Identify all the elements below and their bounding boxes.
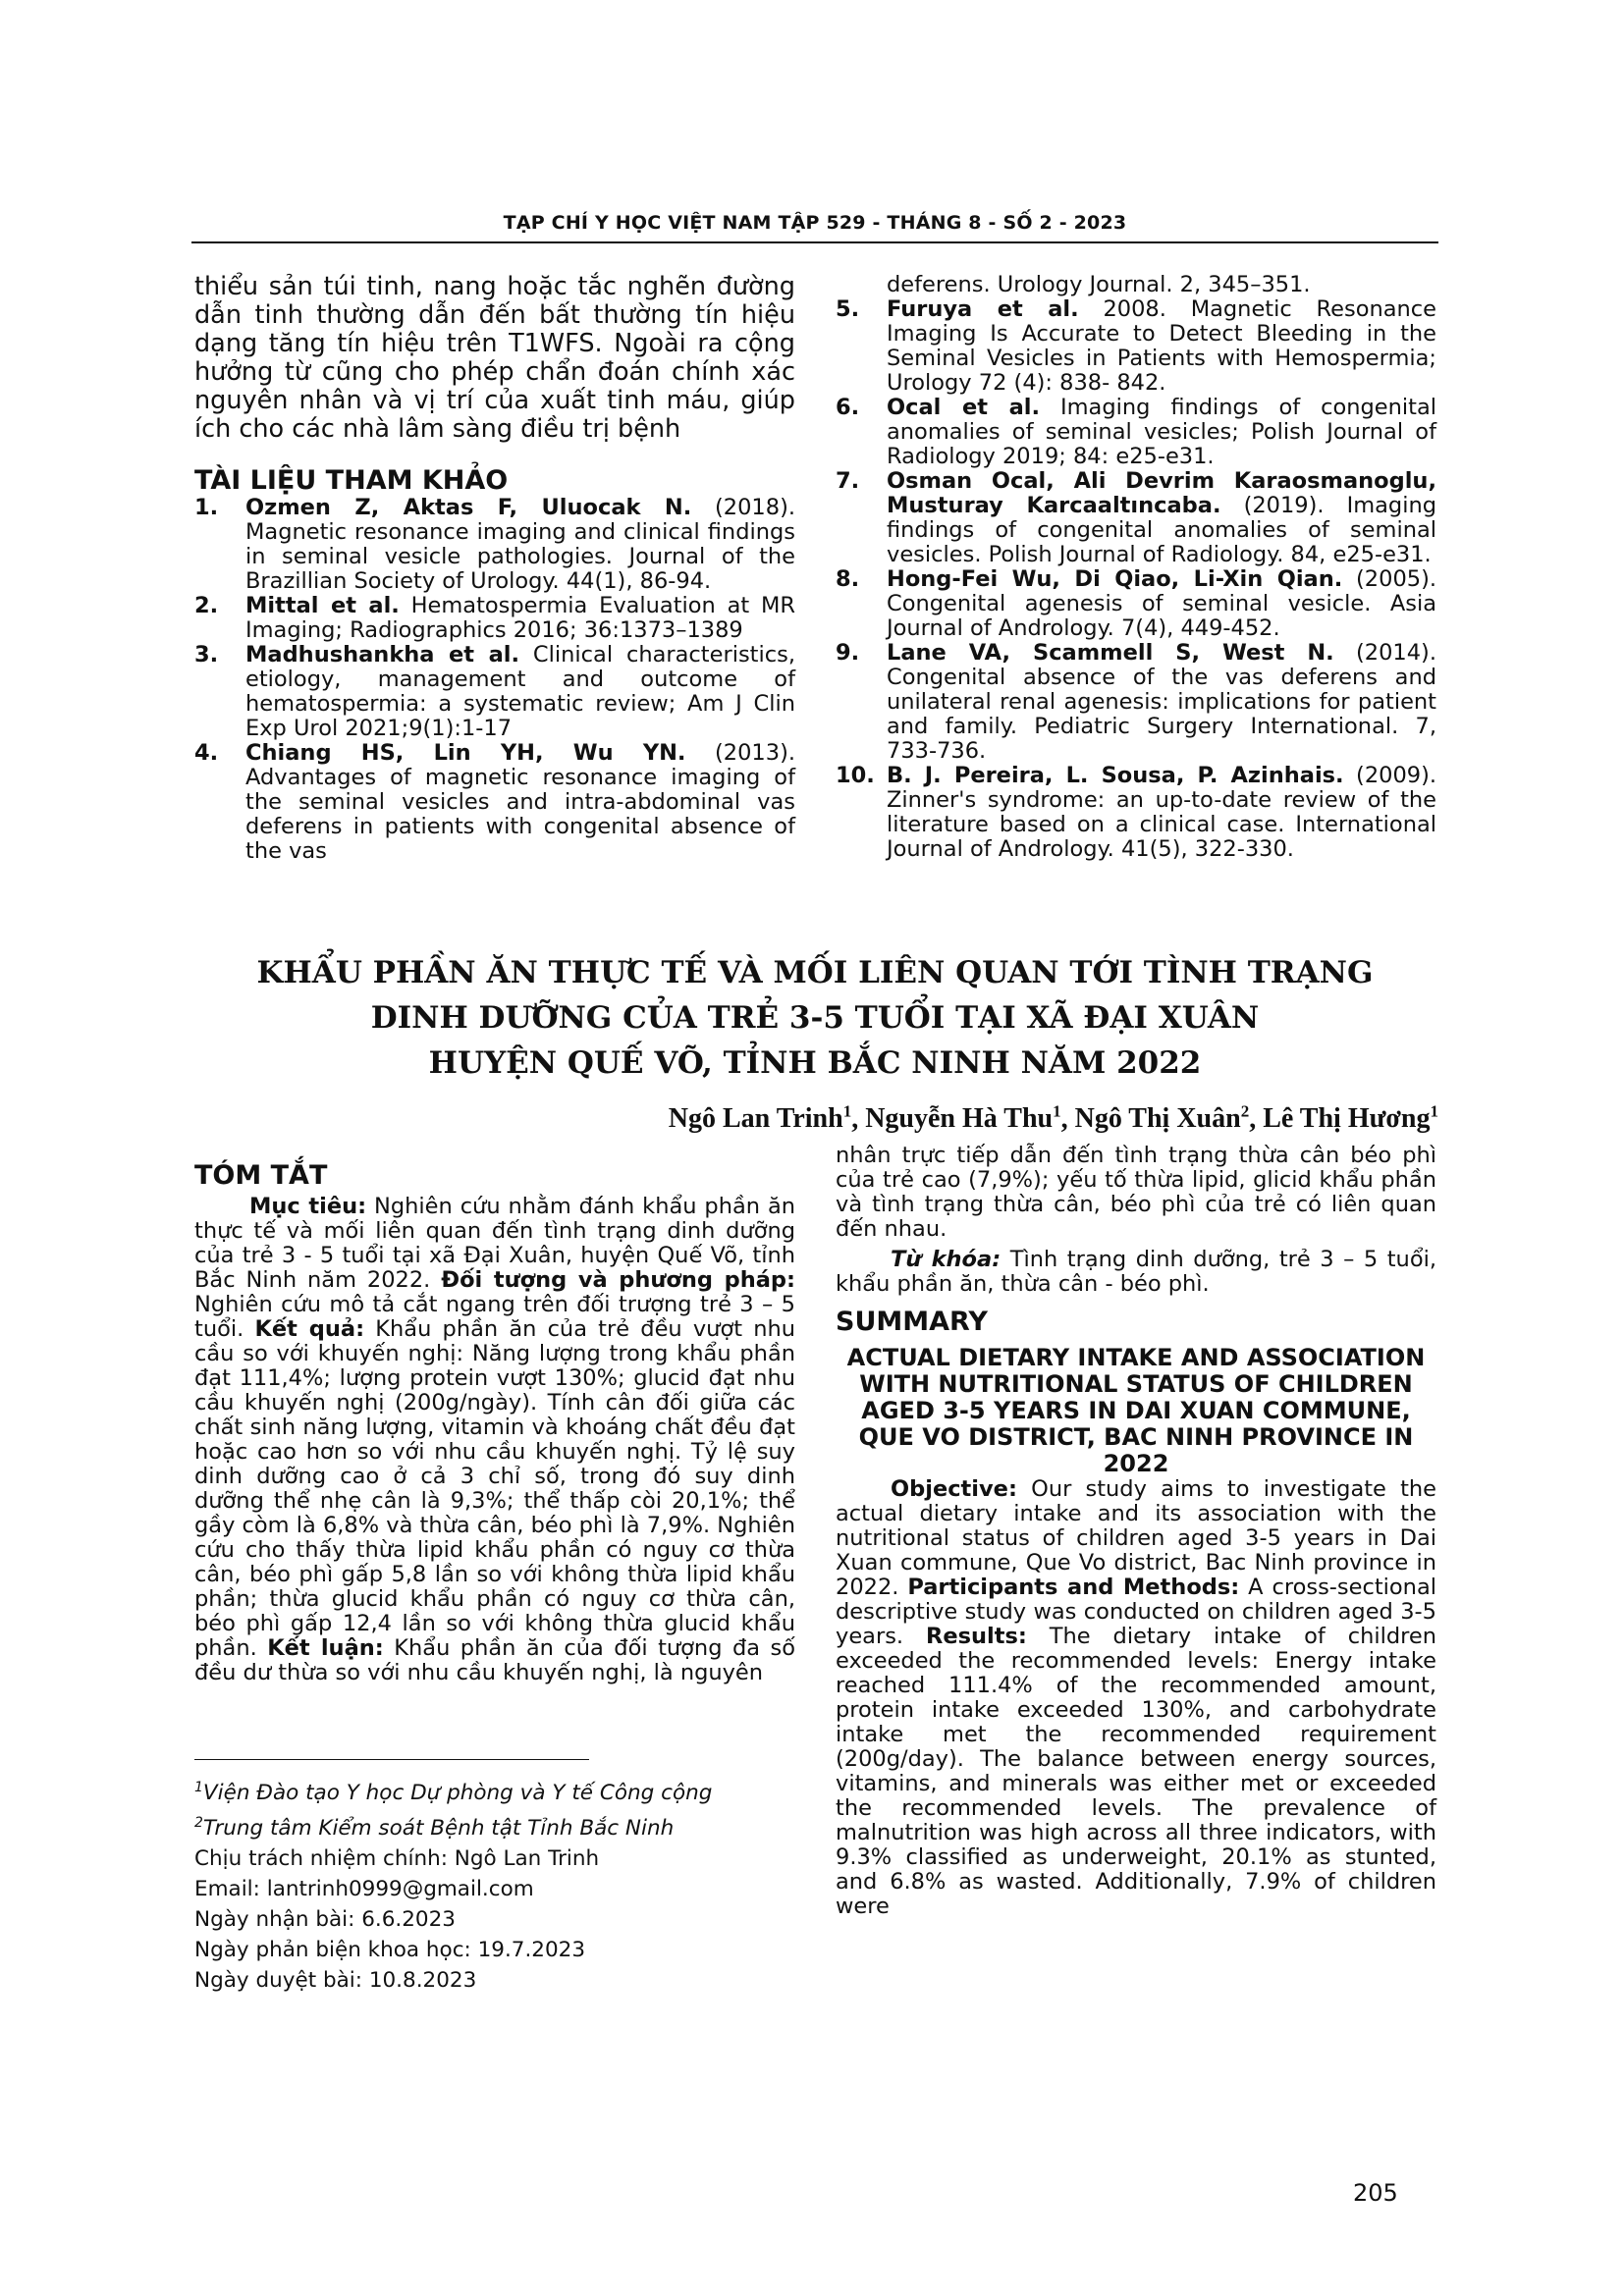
reference-authors: B. J. Pereira, L. Sousa, P. Azinhais.	[887, 763, 1344, 788]
keywords-label: Từ khóa:	[891, 1247, 1001, 1272]
reference-authors: Chiang HS, Lin YH, Wu YN.	[245, 740, 686, 766]
reference-text: Clinical characteristics, etiology, management and outcome of hematospermia: a systematic review; Am J Clin Exp Urol 2021;9(1):1-17	[245, 642, 795, 741]
abstract-text: Khẩu phần ăn của đối tượng đa số đều dư thừa so với nhu cầu khuyến nghị, là nguyên	[194, 1635, 795, 1685]
article-title	[191, 950, 1438, 1086]
journal-header: TẠP CHÍ Y HỌC VIỆT NAM TẬP 529 - THÁNG 8 - SỐ 2 - 2023	[503, 212, 1127, 234]
summary-heading: SUMMARY	[836, 1307, 988, 1337]
author-list: Ngô Lan Trinh$^1$, Nguyễn Hà Thu$^1$, Ngô Thị Xuân$^2$, Lê Thị Hương$^1$	[668, 1102, 1438, 1135]
keywords	[836, 1248, 1436, 1297]
reference-number: 4.	[194, 740, 219, 766]
reference-authors: Ocal et al.	[887, 395, 1041, 420]
prev-article-right-column	[836, 273, 1436, 862]
affiliation-1: $^1$Viện Đào tạo Y học Dự phòng và Y tế Công cộng	[194, 1780, 713, 1806]
reference-number: 5.	[836, 296, 860, 322]
reference-authors: Hong-Fei Wu, Di Qiao, Li-Xin Qian.	[887, 566, 1343, 592]
reference-number: 10.	[836, 763, 875, 788]
reference-text: Imaging findings of congenital anomalies of seminal vesicles; Polish Journal of Radiology 2019; 84: e25-e31.	[887, 395, 1436, 469]
reference-authors: Lane VA, Scammell S, West N.	[887, 640, 1334, 666]
abstract-text: Nghiên cứu mô tả cắt ngang trên đối trượng trẻ 3 – 5 tuổi.	[194, 1292, 795, 1342]
reference-item	[194, 643, 795, 741]
abstract-text: The dietary intake of children exceeded the recommended levels: Energy intake reached 111.4% of the recommended amount, protein intake exceeded 130%, and carbohydrate intake met the recommended requirement (200g/day). The balance between energy sources, vitamins, and minerals was either met or exceeded the recommended levels. The prevalence of malnutrition was high across all three indicators, with 9.3% classified as underweight, 20.1% as stunted, and 6.8% as wasted. Additionally, 7.9% of children were	[836, 1624, 1436, 1919]
header-rule	[191, 241, 1438, 243]
reference-item	[836, 764, 1436, 862]
reference-number: 1.	[194, 495, 219, 520]
abstract-label: Results:	[926, 1624, 1027, 1649]
tom-tat-heading: TÓM TẮT	[194, 1160, 328, 1191]
article-title-line-3: HUYỆN QUẾ VÕ, TỈNH BẮC NINH NĂM 2022	[428, 1045, 1202, 1081]
abstract-label: Objective:	[891, 1476, 1017, 1502]
date-received: Ngày nhận bài: 6.6.2023	[194, 1907, 456, 1933]
reference-item	[836, 396, 1436, 469]
reference-number: 7.	[836, 468, 860, 494]
reference-text: 2008. Magnetic Resonance Imaging Is Accurate to Detect Bleeding in the Seminal Vesicles in Patients with Hemospermia; Urology 72 (4): 838- 842.	[887, 296, 1437, 396]
reference-item	[194, 741, 795, 864]
reference-item	[194, 496, 795, 594]
author-name: Ngô Lan Trinh$^1$	[668, 1102, 852, 1135]
footnote-rule	[194, 1759, 589, 1760]
reference-authors: Osman Ocal, Ali Devrim Karaosmanoglu, Musturay Karcaaltıncaba.	[887, 468, 1436, 518]
footnotes	[194, 1773, 803, 1996]
english-abstract-text	[836, 1477, 1436, 1919]
abstract-label: Participants and Methods:	[907, 1575, 1240, 1600]
reference-number: 8.	[836, 566, 860, 592]
author-name: Nguyễn Hà Thu$^1$	[865, 1102, 1061, 1135]
email: Email: lantrinh0999@gmail.com	[194, 1877, 534, 1902]
reference-text: (2009). Zinner's syndrome: an up-to-date review of the literature based on a clinical case. International Journal of Andrology. 41(5), 322-330.	[887, 763, 1437, 862]
article-title-line-1: KHẨU PHẦN ĂN THỰC TẾ VÀ MỐI LIÊN QUAN TỚI TÌNH TRẠNG	[256, 955, 1374, 990]
abstract-text: Nghiên cứu nhằm đánh khẩu phần ăn thực tế và mối liên quan đến tình trạng dinh dưỡng của trẻ 3 - 5 tuổi tại xã Đại Xuân, huyện Quế Võ, tỉnh Bắc Ninh năm 2022.	[194, 1194, 796, 1293]
reference-authors: Furuya et al.	[887, 296, 1079, 322]
vietnamese-abstract-text	[194, 1195, 795, 1685]
date-accepted: Ngày duyệt bài: 10.8.2023	[194, 1968, 477, 1994]
abstract-label: Mục tiêu:	[249, 1194, 367, 1219]
affiliation-2: $^2$Trung tâm Kiểm soát Bệnh tật Tỉnh Bắc Ninh	[194, 1815, 675, 1842]
abstract-text: A cross-sectional descriptive study was conducted on children aged 3-5 years.	[836, 1575, 1436, 1649]
reference-authors: Madhushankha et al.	[245, 642, 520, 667]
vietnamese-abstract-continuation	[836, 1144, 1436, 1242]
reference-text: (2018). Magnetic resonance imaging and clinical findings in seminal vesicle pathologies. Journal of the Brazillian Society of Urology. 44(1), 86-94.	[245, 495, 795, 594]
article-title-line-2: DINH DƯỠNG CỦA TRẺ 3-5 TUỔI TẠI XÃ ĐẠI XUÂN	[370, 1000, 1260, 1036]
reference-number: 9.	[836, 640, 860, 666]
abstract-text: nhân trực tiếp dẫn đến tình trạng thừa cân béo phì của trẻ cao (7,9%); yếu tố thừa lipid, glicid khẩu phần và tình trạng thừa cân, béo phì của trẻ có liên quan đến nhau.	[836, 1143, 1436, 1242]
reference-authors: Mittal et al.	[245, 593, 400, 618]
vietnamese-abstract	[194, 1160, 795, 1685]
prev-article-left-column	[194, 273, 795, 864]
reference-text: (2005). Congenital agenesis of seminal vesicle. Asia Journal of Andrology. 7(4), 449-452.	[887, 566, 1437, 641]
reference-number: 2.	[194, 593, 219, 618]
abstract-text: Our study aims to investigate the actual dietary intake and its association with the nutritional status of children aged 3-5 years in Dai Xuan commune, Que Vo district, Bac Ninh province in 2022.	[836, 1476, 1436, 1600]
abstract-label: Kết luận:	[267, 1635, 384, 1661]
reference-item	[836, 469, 1436, 567]
reference-number: 3.	[194, 642, 219, 667]
references-heading: TÀI LIỆU THAM KHẢO	[194, 465, 509, 496]
author-name: Ngô Thị Xuân$^2$	[1074, 1102, 1250, 1135]
reference-item	[836, 641, 1436, 764]
abstract-label: Kết quả:	[254, 1316, 365, 1342]
reference-text: (2014). Congenital absence of the vas deferens and unilateral renal agenesis: implications for patient and family. Pediatric Surgery International. 7, 733-736.	[887, 640, 1436, 764]
page-number: 205	[1353, 2179, 1398, 2207]
reference-list-left	[194, 496, 795, 864]
reference-text: Hematospermia Evaluation at MR Imaging; Radiographics 2016; 36:1373–1389	[245, 593, 795, 643]
prev-article-conclusion: thiểu sản túi tinh, nang hoặc tắc nghẽn đường dẫn tinh thường dẫn đến bất thường tín hiệu dạng tăng tín hiệu trên T1WFS. Ngoài ra cộng hưởng từ cũng cho phép chẩn đoán chính xác nguyên nhân và vị trí của xuất tinh máu, giúp ích cho các nhà lâm sàng điều trị bệnh	[194, 272, 795, 444]
date-reviewed: Ngày phản biện khoa học: 19.7.2023	[194, 1938, 586, 1963]
reference-4-continuation: deferens. Urology Journal. 2, 345–351.	[887, 272, 1311, 297]
abstract-label: Đối tượng và phương pháp:	[441, 1267, 796, 1293]
abstract-text: Khẩu phần ăn của trẻ đều vượt nhu cầu so với khuyến nghị: Năng lượng trong khẩu phần đạt 111,4%; lượng protein vượt 130%; glucid đạt nhu cầu khuyến nghị (200g/ngày). Tính cân đối giữa các chất sinh năng lượng, vitamin và khoáng chất đều đạt hoặc cao hơn so với nhu cầu khuyến nghị. Tỷ lệ suy dinh dưỡng cao ở cả 3 chỉ số, trong đó suy dinh dưỡng thể nhẹ cân là 9,3%; thể thấp còi 20,1%; thể gầy còm là 6,8% và thừa cân, béo phì là 7,9%. Nghiên cứu cho thấy thừa lipid khẩu phần có nguy cơ thừa cân, béo phì gấp 5,8 lần so với không thừa lipid khẩu phần; thừa glucid khẩu phần có nguy cơ thừa cân, béo phì gấp 12,4 lần so với không thừa glucid khẩu phần.	[194, 1316, 796, 1661]
keywords-text: Tình trạng dinh dưỡng, trẻ 3 – 5 tuổi, khẩu phần ăn, thừa cân - béo phì.	[836, 1247, 1436, 1297]
reference-authors: Ozmen Z, Aktas F, Uluocak N.	[245, 495, 692, 520]
reference-item	[194, 594, 795, 643]
english-title: ACTUAL DIETARY INTAKE AND ASSOCIATION WITH NUTRITIONAL STATUS OF CHILDREN AGED 3-5 YEARS IN DAI XUAN COMMUNE, QUE VO DISTRICT, BAC NINH PROVINCE IN 2022	[846, 1344, 1426, 1477]
responsible-author: Chịu trách nhiệm chính: Ngô Lan Trinh	[194, 1846, 600, 1872]
english-abstract-column	[836, 1144, 1436, 1919]
reference-text: (2019). Imaging findings of congenital anomalies of seminal vesicles. Polish Journal of Radiology. 84, e25-e31.	[887, 493, 1436, 567]
reference-list-right	[836, 297, 1436, 862]
reference-text: (2013). Advantages of magnetic resonance imaging of the seminal vesicles and intra-abdominal vas deferens in patients with congenital absence of the vas	[245, 740, 795, 864]
author-name: Lê Thị Hương$^1$	[1263, 1102, 1438, 1135]
reference-item	[836, 567, 1436, 641]
reference-item	[836, 297, 1436, 396]
reference-number: 6.	[836, 395, 860, 420]
